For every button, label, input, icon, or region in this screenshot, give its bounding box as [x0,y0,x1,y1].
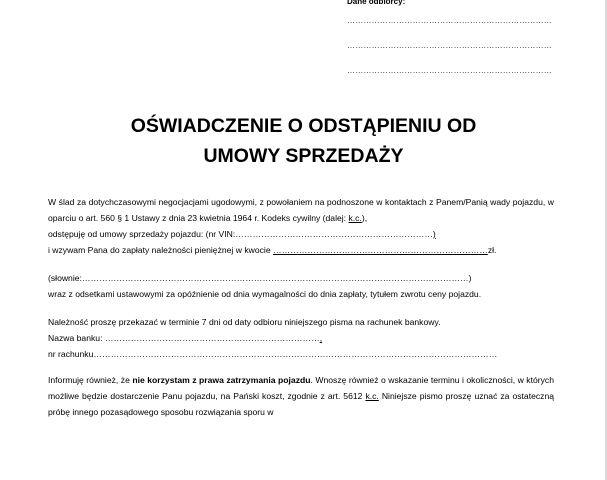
kc-abbreviation: k.c. [365,391,379,401]
title-line-2: UMOWY SPRZEDAŻY [203,145,404,167]
spacer [48,362,554,372]
bank-line [48,330,554,346]
paragraph-intro [48,194,554,226]
words-end: ) [468,273,472,283]
bank-label: Nazwa banku: [48,333,103,343]
bank-end: , [319,333,323,343]
vin-field: …………………………………………………………… [235,229,433,239]
account-label: nr rachunku [48,349,94,359]
intro-end: ), [361,213,368,223]
words-line [48,270,554,286]
recipient-block [347,0,587,83]
kc-abbreviation: k.c. [348,213,362,223]
spacer [48,302,554,314]
vin-label: odstępuję od umowy sprzedaży pojazdu: (nr VIN: [48,229,236,239]
vin-line [48,226,554,242]
title-line-1: OŚWIADCZENIE O ODSTĄPIENIU OD [130,115,477,137]
document-body [48,194,554,420]
amount-field: ………………………………………………………………… [273,245,488,255]
recipient-label: Dane odbiorcy: [347,0,406,6]
amount-currency: zł. [487,245,497,255]
vin-end: ) [432,229,436,239]
amount-label: i wzywam Pana do zapłaty należności pieniężnej w kwocie [48,245,271,255]
info-paragraph [48,372,554,420]
bank-field: ………………………………………………………………… [104,333,320,343]
intro-text: W ślad za dotychczasowymi negocjacjami ugodowymi, z powołaniem na podnoszone w kontaktach z Panem/Panią wady pojazdu, w oparciu o art. 560 § 1 Ustawy z dnia 23 kwietnia 1964 r. Kodeks cywilny (dalej: [48,197,554,223]
recipient-line: ………………………………………………………………… [347,16,552,25]
account-field: …………………………………………………………………………………………………………………………… [93,349,498,359]
spacer [48,258,554,270]
info-bold: nie korzystam z prawa zatrzymania pojazdu [132,375,311,385]
account-line [48,346,554,362]
recipient-line: ………………………………………………………………… [347,66,552,75]
recipient-line: ………………………………………………………………… [347,41,552,50]
info-text-a: Informuję również, że [48,375,133,385]
info-text-b: . Wnoszę również o wskazanie terminu i okoliczności, w których możliwe będzie dostarczenie Panu pojazdu, na Pański koszt, zgodnie z art. 5612 [48,375,554,401]
document-title [0,111,607,171]
amount-line [48,242,554,258]
transfer-text: Należność proszę przekazać w terminie 7 dni od daty odbioru niniejszego pisma na rachunek bankowy. [48,317,441,327]
interest-text: wraz z odsetkami ustawowymi za opóźnienie od dnia wymagalności do dnia zapłaty, tytułem zwrotu ceny pojazdu. [48,289,482,299]
words-field: ……………………………………………………………………………………………………………………… [81,273,469,283]
last-line: Niniejsze pismo proszę uznać za ostateczną próbę innego pozasądowego sposobu rozwiązania sporu w [48,391,555,417]
words-label: (słownie: [48,273,82,283]
